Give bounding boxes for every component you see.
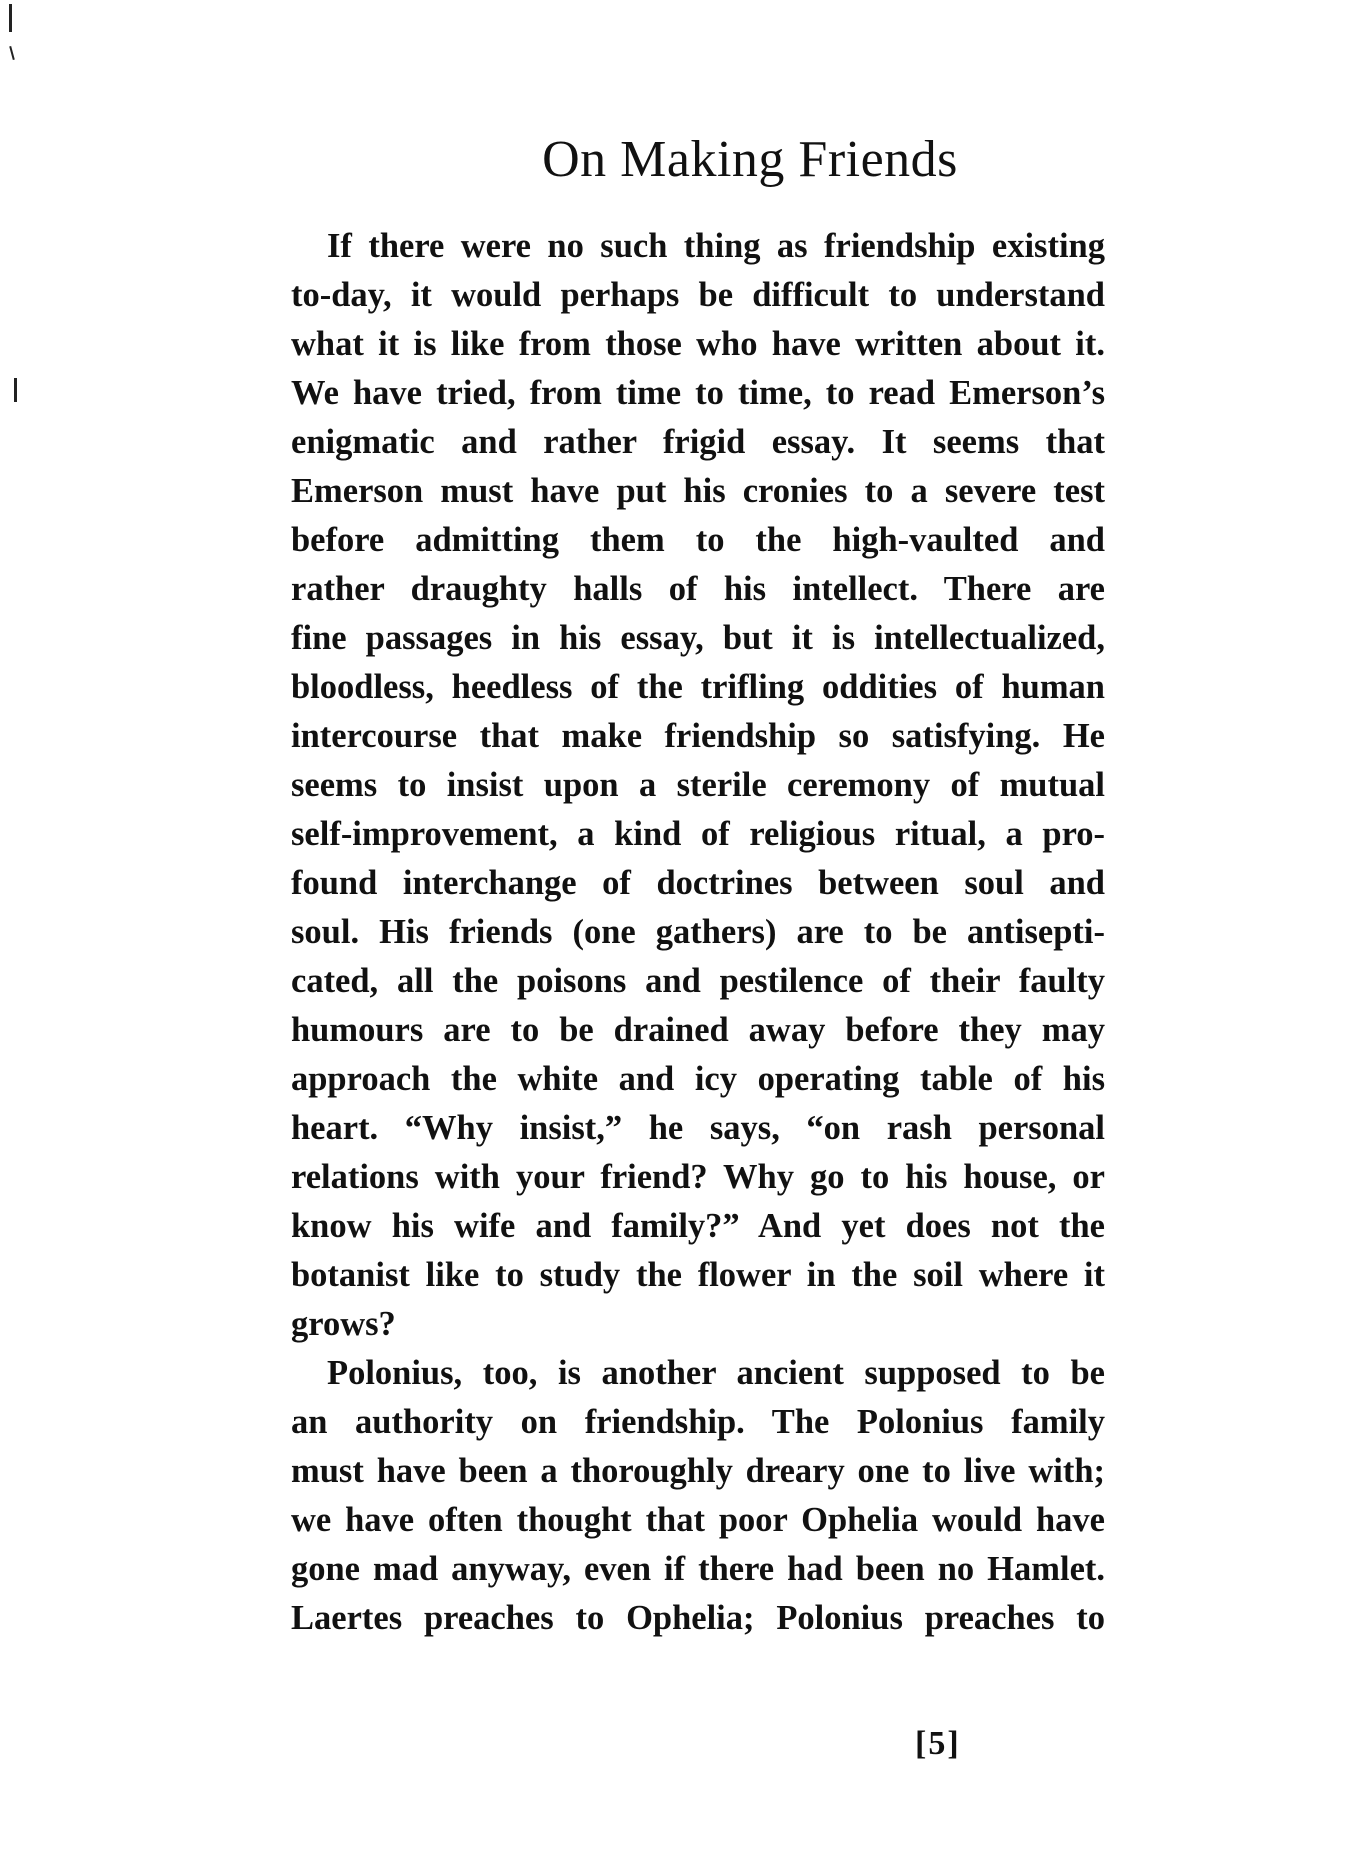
text-line: we have often thought that poor Ophelia would have <box>291 1501 1105 1539</box>
text-line: Laertes preaches to Ophelia; Polonius preaches to <box>291 1599 1105 1637</box>
page-number: [5] <box>915 1725 961 1762</box>
scan-mark <box>14 378 17 402</box>
text-line: Polonius, too, is another ancient supposed to be <box>327 1354 1105 1392</box>
text-line: bloodless, heedless of the trifling oddities of human <box>291 668 1105 706</box>
text-line: humours are to be drained away before they may <box>291 1011 1105 1049</box>
text-line: fine passages in his essay, but it is intellectualized, <box>291 619 1105 657</box>
text-line: grows? <box>291 1305 396 1343</box>
paragraph-2 <box>255 1349 1105 1643</box>
text-line: intercourse that make friendship so satisfying. He <box>291 717 1105 755</box>
text-line: If there were no such thing as friendship existing <box>327 227 1105 265</box>
text-line: heart. “Why insist,” he says, “on rash personal <box>291 1109 1105 1147</box>
text-line: an authority on friendship. The Polonius family <box>291 1403 1105 1441</box>
body-text <box>255 222 1105 1643</box>
scan-mark <box>9 46 15 60</box>
text-line: what it is like from those who have written about it. <box>291 325 1105 363</box>
scan-mark <box>9 4 12 32</box>
text-line: botanist like to study the flower in the soil where it <box>291 1256 1105 1294</box>
paragraph-1 <box>255 222 1105 1349</box>
text-line: found interchange of doctrines between soul and <box>291 864 1105 902</box>
text-line: rather draughty halls of his intellect. There are <box>291 570 1105 608</box>
text-line: Emerson must have put his cronies to a severe test <box>291 472 1105 510</box>
chapter-title: On Making Friends <box>542 131 958 188</box>
text-line: approach the white and icy operating table of his <box>291 1060 1105 1098</box>
text-line: soul. His friends (one gathers) are to be antisepti- <box>291 913 1105 951</box>
text-line: to-day, it would perhaps be difficult to understand <box>291 276 1105 314</box>
text-line: before admitting them to the high-vaulted and <box>291 521 1105 559</box>
text-line: We have tried, from time to time, to read Emerson’s <box>291 374 1105 412</box>
text-line: enigmatic and rather frigid essay. It seems that <box>291 423 1105 461</box>
text-line: must have been a thoroughly dreary one to live with; <box>291 1452 1105 1490</box>
text-line: self-improvement, a kind of religious ritual, a pro- <box>291 815 1105 853</box>
text-line: seems to insist upon a sterile ceremony of mutual <box>291 766 1105 804</box>
text-line: know his wife and family?” And yet does not the <box>291 1207 1105 1245</box>
text-line: gone mad anyway, even if there had been no Hamlet. <box>291 1550 1105 1588</box>
text-line: relations with your friend? Why go to his house, or <box>291 1158 1105 1196</box>
text-line: cated, all the poisons and pestilence of their faulty <box>291 962 1105 1000</box>
